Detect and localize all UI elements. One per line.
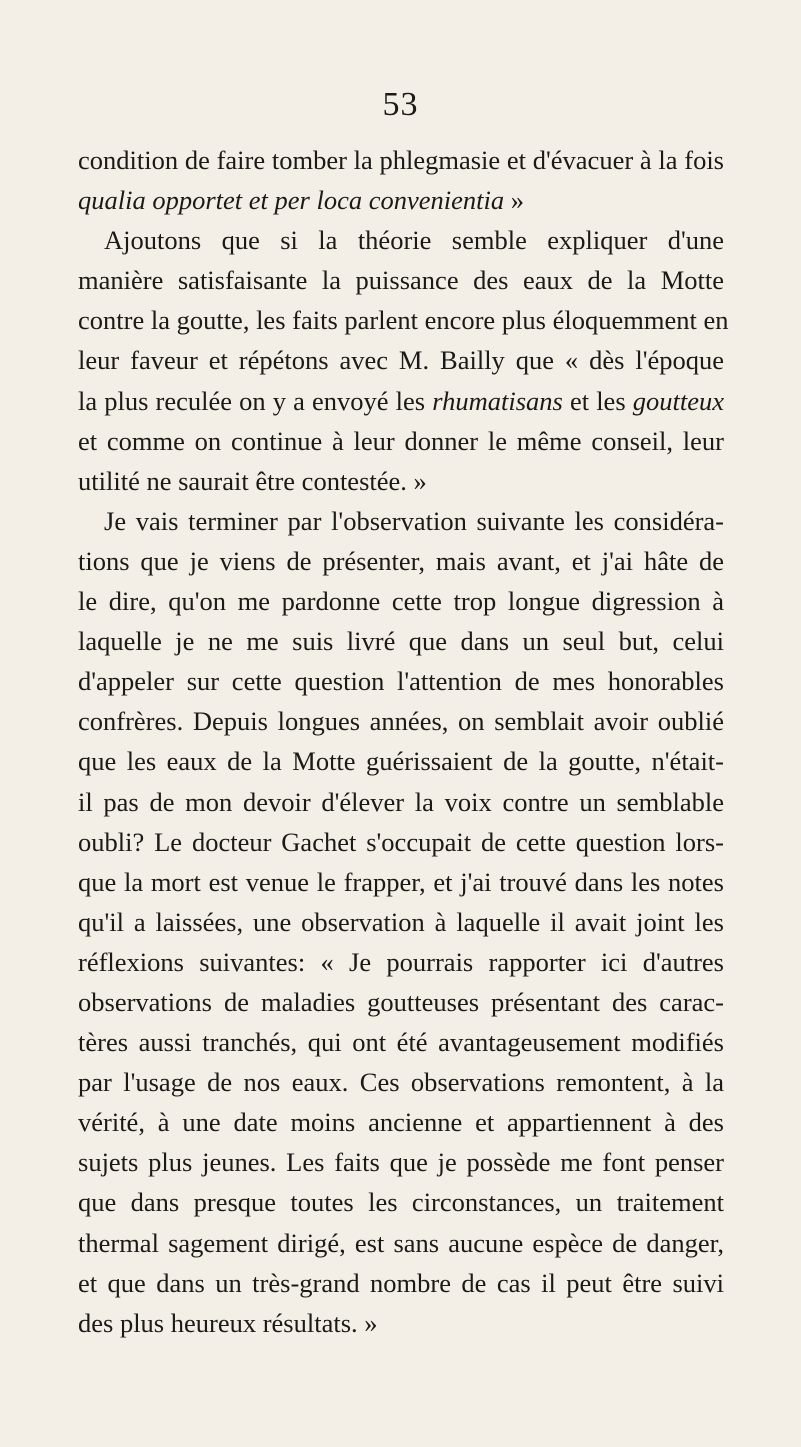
text-line: le dire, qu'on me pardonne cette trop longue digression à xyxy=(78,586,724,617)
body-text xyxy=(78,140,729,1343)
text-line: qu'il a laissées, une observation à laquelle il avait joint les xyxy=(78,906,724,937)
text-line: que la mort est venue le frapper, et j'ai trouvé dans les notes xyxy=(78,866,724,897)
text-line: contre la goutte, les faits parlent encore plus éloquemment en xyxy=(78,305,729,336)
page-number: 53 xyxy=(382,86,419,123)
italic-term: goutteux xyxy=(632,385,725,416)
text-line: que les eaux de la Motte guérissaient de la goutte, n'était- xyxy=(78,746,724,777)
text-line: vérité, à une date moins ancienne et appartiennent à des xyxy=(78,1107,724,1138)
text-line: leur faveur et répétons avec M. Bailly que « dès l'époque xyxy=(78,345,724,376)
text-line: Ajoutons que si la théorie semble expliquer d'une xyxy=(104,225,724,256)
latin-quote: qualia opportet et per loca convenientia xyxy=(78,185,505,216)
text-line: d'appeler sur cette question l'attention de mes honorables xyxy=(78,666,724,697)
text-run: la plus reculée on y a envoyé les xyxy=(78,385,433,416)
text-run: et les xyxy=(562,385,633,416)
text-line xyxy=(78,180,724,220)
text-line: tères aussi tranchés, qui ont été avantageusement modifiés xyxy=(78,1027,724,1058)
text-line: thermal sagement dirigé, est sans aucune espèce de danger, xyxy=(78,1227,724,1258)
text-line: il pas de mon devoir d'élever la voix contre un semblable xyxy=(78,786,724,817)
text-line: laquelle je ne me suis livré que dans un seul but, celui xyxy=(78,626,724,657)
quote-close: » xyxy=(504,185,524,216)
text-line: confrères. Depuis longues années, on semblait avoir oublié xyxy=(78,706,724,737)
text-line: condition de faire tomber la phlegmasie et d'évacuer à la fois xyxy=(78,145,724,175)
text-line: sujets plus jeunes. Les faits que je possède me font penser xyxy=(78,1147,724,1178)
text-line: et comme on continue à leur donner le même conseil, leur xyxy=(78,425,724,456)
text-line: tions que je viens de présenter, mais avant, et j'ai hâte de xyxy=(78,545,724,576)
text-line: observations de maladies goutteuses présentant des carac- xyxy=(78,986,724,1017)
italic-term: rhumatisans xyxy=(432,385,563,416)
text-line: utilité ne saurait être contestée. » xyxy=(78,465,427,496)
text-line: réflexions suivantes: « Je pourrais rapporter ici d'autres xyxy=(78,946,724,977)
text-line: Je vais terminer par l'observation suivante les considéra- xyxy=(104,505,724,536)
text-line: des plus heureux résultats. » xyxy=(78,1307,378,1338)
text-line: que dans presque toutes les circonstances, un traitement xyxy=(78,1187,724,1218)
text-line: manière satisfaisante la puissance des eaux de la Motte xyxy=(78,265,724,296)
text-line: oubli? Le docteur Gachet s'occupait de cette question lors- xyxy=(78,826,724,857)
text-line: par l'usage de nos eaux. Ces observations remontent, à la xyxy=(78,1067,724,1098)
text-line xyxy=(78,381,724,421)
text-line: et que dans un très-grand nombre de cas il peut être suivi xyxy=(78,1267,724,1298)
